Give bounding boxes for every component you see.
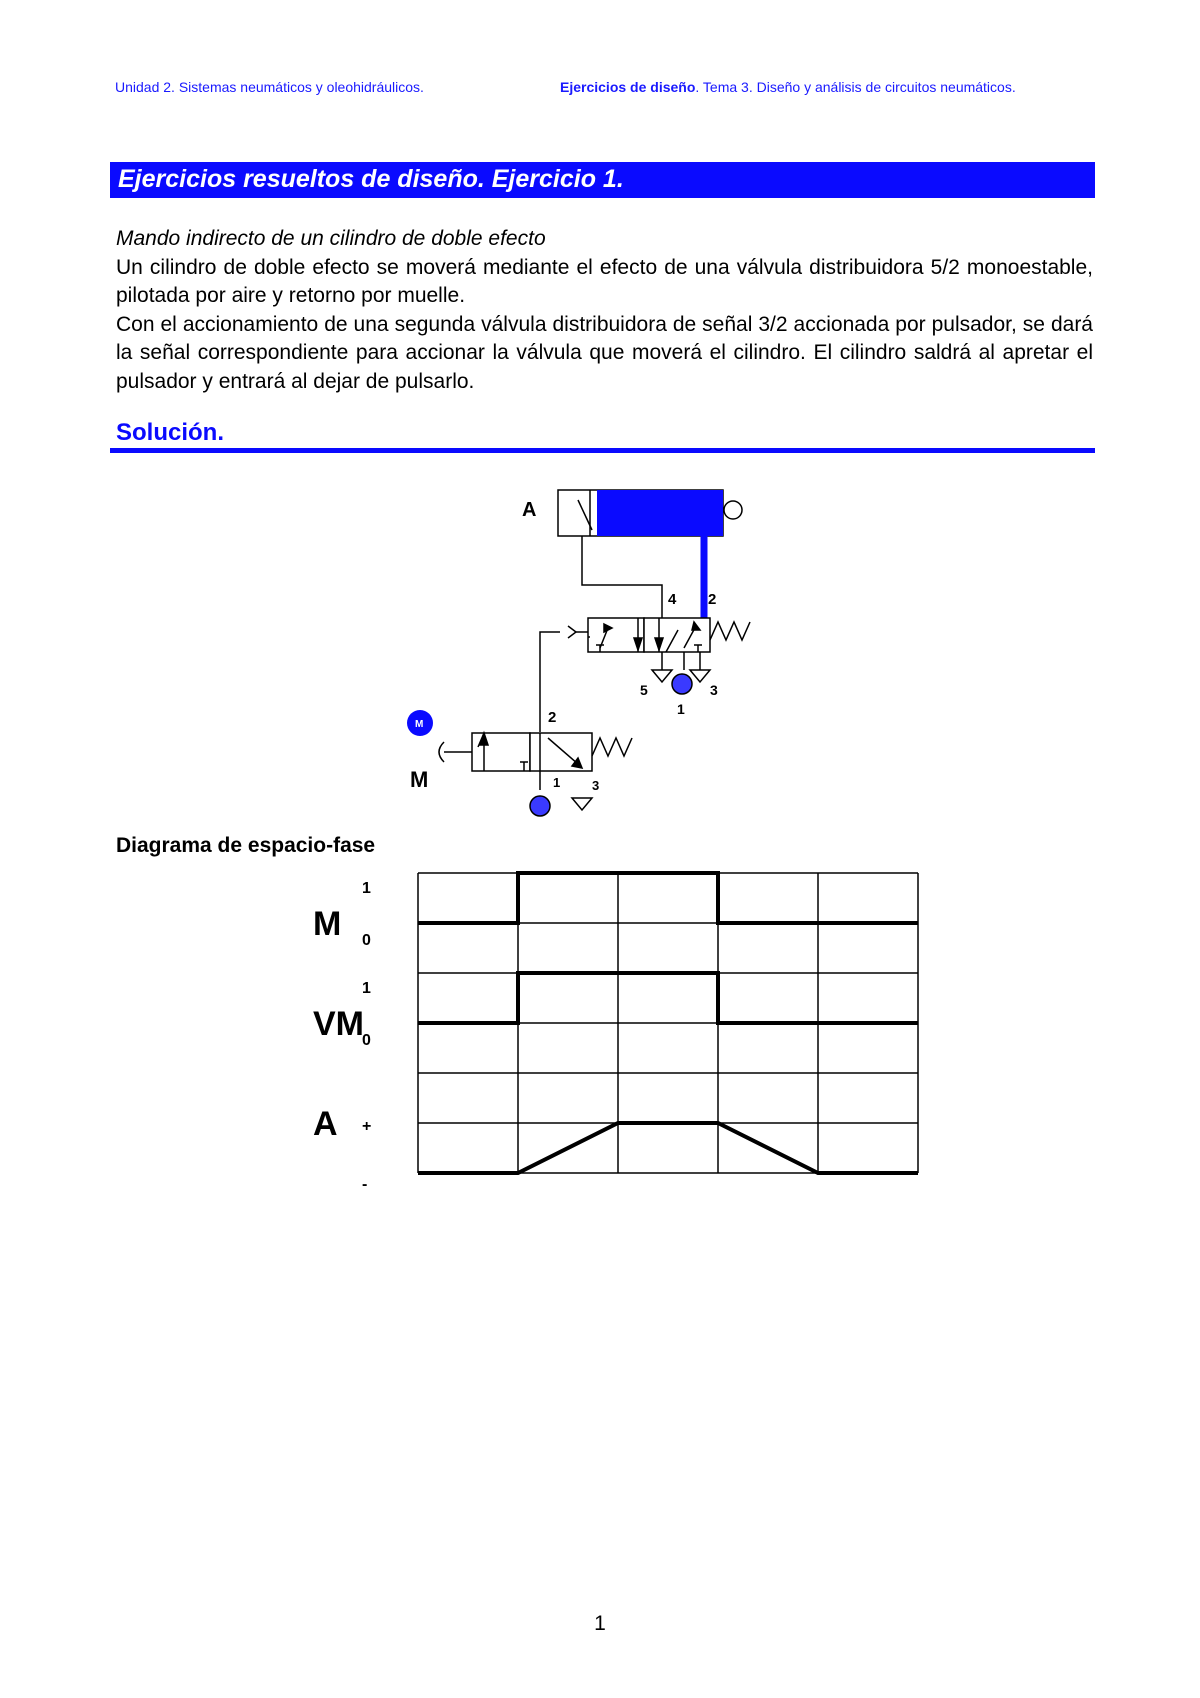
port-2-label: 2: [708, 591, 717, 608]
trace-vm: [418, 973, 918, 1023]
signal-port-3-label: 3: [592, 778, 600, 793]
series-top-label: 1: [362, 980, 371, 997]
trace-a: [418, 1123, 918, 1173]
pushbutton-label: M: [410, 767, 429, 792]
pushbutton-badge-label: M: [415, 719, 424, 730]
exercise-subtitle: Mando indirecto de un cilindro de doble efecto: [116, 227, 546, 250]
port-1-label: 1: [677, 701, 685, 717]
trace-m: [418, 873, 918, 923]
series-top-label: 1: [362, 880, 371, 897]
statement-paragraph-1: Un cilindro de doble efecto se moverá mediante el efecto de una válvula distribuidora 5/2 monoestable, pilotada por aire y retorno por muelle.: [116, 255, 1093, 307]
page-number: 1: [594, 1612, 606, 1635]
port-4-label: 4: [668, 591, 677, 608]
running-header-left: Unidad 2. Sistemas neumáticos y oleohidráulicos.: [115, 79, 424, 95]
exercise-title: Ejercicios resueltos de diseño. Ejercicio 1.: [118, 165, 624, 193]
header-section-name: Ejercicios de diseño: [560, 79, 696, 95]
solution-heading: Solución.: [116, 419, 224, 446]
signal-port-2-label: 2: [548, 709, 557, 726]
diagram-title: Diagrama de espacio-fase: [116, 834, 376, 857]
series-label-m: M: [313, 905, 342, 943]
signal-port-1-label: 1: [553, 775, 561, 790]
port-5-label: 5: [640, 682, 648, 698]
series-top-label: +: [362, 1118, 372, 1135]
cylinder-label: A: [522, 499, 537, 521]
series-bottom-label: -: [362, 1176, 368, 1193]
port-3-label: 3: [710, 682, 718, 698]
series-bottom-label: 0: [362, 1032, 371, 1049]
series-bottom-label: 0: [362, 932, 371, 949]
statement-paragraph-2: Con el accionamiento de una segunda válvula distribuidora de señal 3/2 accionada por pulsador, se dará la señal correspondiente para accionar la válvula que moverá el cilindro. El cilindro saldrá al apretar el pulsador y entrará al dejar de pulsarlo.: [116, 312, 1093, 393]
series-label-a: A: [313, 1105, 338, 1143]
header-topic: . Tema 3. Diseño y análisis de circuitos neumáticos.: [695, 79, 1016, 95]
series-label-vm: VM: [313, 1005, 364, 1043]
